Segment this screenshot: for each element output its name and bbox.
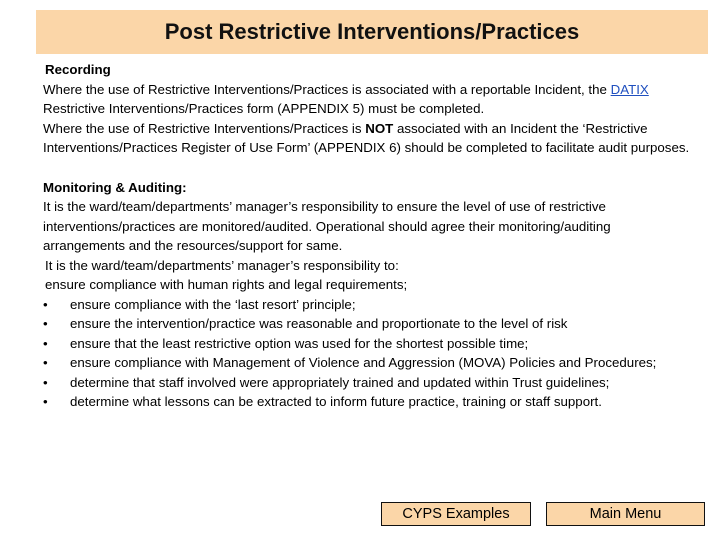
not-emphasis: NOT (365, 120, 394, 136)
page-title: Post Restrictive Interventions/Practices (164, 19, 580, 44)
list-item-text: determine what lessons can be extracted to inform future practice, training or staff support. (70, 394, 602, 409)
monitoring-heading: Monitoring & Auditing: (43, 179, 187, 195)
main-menu-button[interactable]: Main Menu (546, 502, 705, 526)
list-item-text: ensure compliance with Management of Violence and Aggression (MOVA) Policies and Procedures; (70, 355, 657, 370)
bullet-icon: • (43, 394, 48, 409)
list-item-text: ensure compliance with the ‘last resort’ principle; (70, 296, 356, 312)
responsibility-list (43, 295, 693, 412)
recording-text-d: associated with an Incident the ‘Restrictive Interventions/Practices Register of Use Form’ (APPENDIX 6) should be completed to facilitate audit purposes. (43, 120, 690, 155)
recording-paragraph-1 (43, 80, 693, 119)
recording-text-b: Restrictive Interventions/Practices form (APPENDIX 5) must be completed. (43, 101, 485, 116)
bullet-icon: • (43, 296, 48, 312)
list-item (43, 373, 693, 393)
monitoring-paragraph-3: ensure compliance with human rights and legal requirements; (45, 277, 408, 292)
bullet-icon: • (43, 374, 48, 390)
recording-text-a: Where the use of Restrictive Interventions/Practices is associated with a reportable Incident, the (43, 81, 611, 97)
cyps-examples-button[interactable]: CYPS Examples (381, 502, 531, 526)
bullet-icon: • (43, 335, 48, 351)
bullet-icon: • (43, 355, 48, 370)
monitoring-paragraph-1: It is the ward/team/departments’ manager’s responsibility to ensure the level of use of restrictive interventions/practices are monitored/audited. Operational should agree their monitoring/auditing arrangements and the resources/support for same. (43, 199, 611, 253)
list-item (43, 295, 693, 315)
datix-link[interactable]: DATIX (610, 81, 649, 97)
main-content (43, 60, 693, 412)
list-item-text: ensure that the least restrictive option was used for the shortest possible time; (70, 335, 529, 351)
recording-text-c: Where the use of Restrictive Interventions/Practices is (43, 120, 366, 136)
recording-heading: Recording (45, 62, 111, 77)
list-item (43, 353, 693, 373)
list-item (43, 334, 693, 354)
list-item (43, 392, 693, 412)
monitoring-paragraph-2: It is the ward/team/departments’ manager’s responsibility to: (45, 257, 399, 273)
title-banner (36, 10, 708, 54)
list-item-text: ensure the intervention/practice was reasonable and proportionate to the level of risk (70, 316, 568, 331)
list-item (43, 314, 693, 334)
recording-paragraph-2 (43, 119, 693, 158)
list-item-text: determine that staff involved were appropriately trained and updated within Trust guidelines; (70, 374, 610, 390)
bullet-icon: • (43, 316, 48, 331)
